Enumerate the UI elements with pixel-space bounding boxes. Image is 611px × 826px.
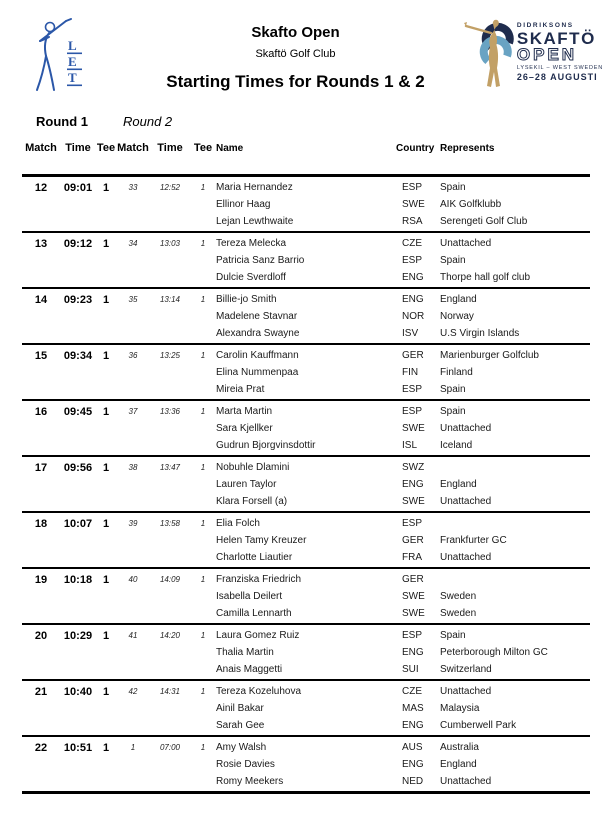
tee-r2: 1 xyxy=(200,631,206,640)
start-time-r2: 07:00 xyxy=(159,743,181,752)
match-number-r1: 12 xyxy=(34,181,48,194)
start-time-r2: 14:09 xyxy=(159,575,181,584)
country-code: SWE xyxy=(402,423,425,434)
match-number-r2: 36 xyxy=(128,351,138,360)
country-code: FIN xyxy=(402,367,419,378)
player-row xyxy=(22,291,590,308)
start-time-r2: 12:52 xyxy=(159,183,181,192)
match-group xyxy=(22,289,590,345)
country-code: ENG xyxy=(402,479,424,490)
match-number-r1: 14 xyxy=(34,293,48,306)
player-name: Charlotte Liautier xyxy=(216,552,293,563)
represents: Unattached xyxy=(440,776,492,787)
represents: England xyxy=(440,759,477,770)
player-name: Patricia Sanz Barrio xyxy=(216,255,305,266)
tee-r1: 1 xyxy=(102,461,110,474)
match-number-r2: 39 xyxy=(128,519,138,528)
represents: Sweden xyxy=(440,608,477,619)
logo-name-line1: SKAFTÖ xyxy=(516,29,596,48)
country-code: ESP xyxy=(402,518,423,529)
match-number-r1: 15 xyxy=(34,349,48,362)
player-name: Elia Folch xyxy=(216,518,260,529)
player-name: Billie-jo Smith xyxy=(216,294,277,305)
represents: AIK Golfklubb xyxy=(440,199,502,210)
skafto-logo-text xyxy=(517,22,603,82)
tee-r1: 1 xyxy=(102,517,110,530)
player-name: Isabella Deilert xyxy=(216,591,283,602)
country-code: ENG xyxy=(402,294,424,305)
tee-r2: 1 xyxy=(200,519,206,528)
tee-r2: 1 xyxy=(200,407,206,416)
country-code: ISV xyxy=(402,328,419,339)
player-name: Dulcie Sverdloff xyxy=(216,272,286,283)
country-code: ENG xyxy=(402,759,424,770)
country-code: SUI xyxy=(402,664,419,675)
country-code: ISL xyxy=(402,440,418,451)
represents: Finland xyxy=(440,367,473,378)
col-header-represents: Represents xyxy=(440,142,495,154)
tee-r2: 1 xyxy=(200,687,206,696)
start-time-r1: 10:51 xyxy=(63,741,93,754)
country-code: ENG xyxy=(402,272,424,283)
start-time-r1: 09:12 xyxy=(63,237,93,250)
country-code: SWZ xyxy=(402,462,425,473)
logo-name-line2: OPEN xyxy=(516,45,578,64)
skafto-open-logo xyxy=(463,12,603,92)
player-row xyxy=(22,213,590,230)
player-name: Mireia Prat xyxy=(216,384,265,395)
player-row xyxy=(22,325,590,342)
player-name: Lauren Taylor xyxy=(216,479,277,490)
match-number-r1: 21 xyxy=(34,685,48,698)
player-row xyxy=(22,179,590,196)
start-time-r1: 10:29 xyxy=(63,629,93,642)
player-row xyxy=(22,661,590,678)
country-code: SWE xyxy=(402,199,425,210)
player-name: Lejan Lewthwaite xyxy=(216,216,294,227)
player-name: Tereza Melecka xyxy=(216,238,287,249)
start-time-r2: 14:31 xyxy=(159,687,181,696)
col-header-match-r2: Match xyxy=(117,142,149,154)
start-time-r1: 09:23 xyxy=(63,293,93,306)
match-number-r1: 13 xyxy=(34,237,48,250)
match-number-r2: 41 xyxy=(128,631,138,640)
represents: Sweden xyxy=(440,591,477,602)
player-name: Franziska Friedrich xyxy=(216,574,302,585)
player-name: Sara Kjellker xyxy=(216,423,273,434)
represents: U.S Virgin Islands xyxy=(440,328,520,339)
start-time-r2: 13:25 xyxy=(159,351,181,360)
tee-r2: 1 xyxy=(200,463,206,472)
represents: Norway xyxy=(440,311,474,322)
player-name: Alexandra Swayne xyxy=(216,328,300,339)
country-code: GER xyxy=(402,350,424,361)
match-group xyxy=(22,401,590,457)
match-group xyxy=(22,457,590,513)
player-name: Sarah Gee xyxy=(216,720,265,731)
tee-r2: 1 xyxy=(200,743,206,752)
country-code: CZE xyxy=(402,238,422,249)
tee-r2: 1 xyxy=(200,295,206,304)
player-row xyxy=(22,459,590,476)
player-row xyxy=(22,605,590,622)
start-time-r1: 09:56 xyxy=(63,461,93,474)
country-code: ESP xyxy=(402,182,423,193)
start-time-r1: 10:40 xyxy=(63,685,93,698)
player-name: Amy Walsh xyxy=(216,742,267,753)
tee-r2: 1 xyxy=(200,351,206,360)
match-number-r2: 33 xyxy=(128,183,138,192)
col-header-name: Name xyxy=(216,142,244,154)
tee-r1: 1 xyxy=(102,741,110,754)
player-row xyxy=(22,420,590,437)
player-name: Madelene Stavnar xyxy=(216,311,298,322)
logo-location: LYSEKIL – WEST SWEDEN xyxy=(516,65,603,71)
player-row xyxy=(22,476,590,493)
player-row xyxy=(22,549,590,566)
represents: Spain xyxy=(440,630,466,641)
match-number-r1: 16 xyxy=(34,405,48,418)
col-header-tee-r1: Tee xyxy=(96,142,116,154)
match-group xyxy=(22,513,590,569)
represents: Marienburger Golfclub xyxy=(440,350,539,361)
player-row xyxy=(22,571,590,588)
country-code: GER xyxy=(402,574,424,585)
represents: Malaysia xyxy=(440,703,480,714)
player-row xyxy=(22,739,590,756)
player-row xyxy=(22,269,590,286)
player-row xyxy=(22,700,590,717)
country-code: NED xyxy=(402,776,424,787)
let-logo xyxy=(24,14,102,101)
player-name: Carolin Kauffmann xyxy=(216,350,299,361)
player-row xyxy=(22,235,590,252)
let-letter-t: T xyxy=(68,70,77,85)
player-name: Maria Hernandez xyxy=(216,182,293,193)
player-name: Ellinor Haag xyxy=(216,199,271,210)
player-name: Rosie Davies xyxy=(216,759,275,770)
match-group xyxy=(22,681,590,737)
col-header-time-r2: Time xyxy=(157,142,183,154)
country-code: SWE xyxy=(402,591,425,602)
start-time-r2: 13:03 xyxy=(159,239,181,248)
match-group xyxy=(22,177,590,233)
country-code: ENG xyxy=(402,720,424,731)
country-code: MAS xyxy=(402,703,424,714)
match-number-r2: 34 xyxy=(128,239,138,248)
tee-r2: 1 xyxy=(200,239,206,248)
country-code: ESP xyxy=(402,384,423,395)
player-row xyxy=(22,252,590,269)
player-row xyxy=(22,644,590,661)
start-time-r1: 09:01 xyxy=(63,181,93,194)
match-group xyxy=(22,345,590,401)
country-code: RSA xyxy=(402,216,423,227)
player-row xyxy=(22,308,590,325)
player-name: Tereza Kozeluhova xyxy=(216,686,302,697)
represents: Switzerland xyxy=(440,664,492,675)
country-code: ESP xyxy=(402,630,423,641)
player-name: Ainil Bakar xyxy=(216,703,264,714)
player-row xyxy=(22,437,590,454)
player-name: Camilla Lennarth xyxy=(216,608,292,619)
round1-label: Round 1 xyxy=(36,114,88,129)
match-number-r1: 17 xyxy=(34,461,48,474)
event-title: Skafto Open xyxy=(251,24,340,41)
document-heading: Starting Times for Rounds 1 & 2 xyxy=(166,72,425,91)
let-letter-l: L xyxy=(68,38,77,53)
column-header-row xyxy=(22,134,590,174)
player-name: Romy Meekers xyxy=(216,776,284,787)
represents: Serengeti Golf Club xyxy=(440,216,528,227)
player-row xyxy=(22,717,590,734)
tee-r1: 1 xyxy=(102,349,110,362)
tee-r2: 1 xyxy=(200,183,206,192)
country-code: SWE xyxy=(402,496,425,507)
player-row xyxy=(22,493,590,510)
player-row xyxy=(22,196,590,213)
title-block xyxy=(120,24,471,92)
player-name: Klara Forsell (a) xyxy=(216,496,288,507)
player-name: Gudrun Bjorgvinsdottir xyxy=(216,440,316,451)
start-time-r1: 10:07 xyxy=(63,517,93,530)
match-group xyxy=(22,233,590,289)
match-number-r1: 20 xyxy=(34,629,48,642)
start-time-r2: 13:36 xyxy=(159,407,181,416)
start-time-r2: 14:20 xyxy=(159,631,181,640)
country-code: CZE xyxy=(402,686,422,697)
player-row xyxy=(22,683,590,700)
start-time-r2: 13:47 xyxy=(159,463,181,472)
player-row xyxy=(22,403,590,420)
tee-r1: 1 xyxy=(102,685,110,698)
represents: Australia xyxy=(440,742,479,753)
start-time-r2: 13:14 xyxy=(159,295,181,304)
country-code: AUS xyxy=(402,742,423,753)
represents: Iceland xyxy=(440,440,473,451)
tee-r1: 1 xyxy=(102,573,110,586)
tee-r1: 1 xyxy=(102,405,110,418)
country-code: NOR xyxy=(402,311,425,322)
represents: England xyxy=(440,294,477,305)
player-row xyxy=(22,627,590,644)
represents: Frankfurter GC xyxy=(440,535,507,546)
starting-times-table xyxy=(22,174,590,794)
country-code: ENG xyxy=(402,647,424,658)
represents: Spain xyxy=(440,384,466,395)
represents: Spain xyxy=(440,255,466,266)
represents: Unattached xyxy=(440,238,492,249)
represents: Unattached xyxy=(440,552,492,563)
tee-r2: 1 xyxy=(200,575,206,584)
match-number-r2: 42 xyxy=(128,687,138,696)
country-code: FRA xyxy=(402,552,422,563)
country-code: SWE xyxy=(402,608,425,619)
round-labels xyxy=(0,108,611,134)
match-number-r2: 38 xyxy=(128,463,138,472)
player-name: Elina Nummenpaa xyxy=(216,367,299,378)
match-group xyxy=(22,625,590,681)
skafto-golfer-icon xyxy=(463,12,515,92)
country-code: ESP xyxy=(402,255,423,266)
player-row xyxy=(22,588,590,605)
logo-dates: 26–28 AUGUSTI xyxy=(516,72,598,82)
represents: Peterborough Milton GC xyxy=(440,647,548,658)
match-number-r1: 19 xyxy=(34,573,48,586)
represents: Thorpe hall golf club xyxy=(440,272,531,283)
represents: Cumberwell Park xyxy=(440,720,517,731)
col-header-match-r1: Match xyxy=(25,142,57,154)
player-row xyxy=(22,364,590,381)
match-number-r1: 18 xyxy=(34,517,48,530)
match-number-r2: 37 xyxy=(128,407,138,416)
country-code: ESP xyxy=(402,406,423,417)
player-name: Helen Tamy Kreuzer xyxy=(216,535,307,546)
tee-r1: 1 xyxy=(102,293,110,306)
represents: Spain xyxy=(440,406,466,417)
let-golfer-icon xyxy=(24,14,102,96)
match-group xyxy=(22,737,590,791)
col-header-country: Country xyxy=(396,142,435,154)
country-code: GER xyxy=(402,535,424,546)
let-letter-e: E xyxy=(68,54,77,69)
player-row xyxy=(22,756,590,773)
player-name: Anais Maggetti xyxy=(216,664,283,675)
player-row xyxy=(22,532,590,549)
player-name: Nobuhle Dlamini xyxy=(216,462,290,473)
player-row xyxy=(22,381,590,398)
match-number-r2: 1 xyxy=(130,743,136,752)
represents: Spain xyxy=(440,182,466,193)
match-number-r2: 40 xyxy=(128,575,138,584)
start-time-r1: 10:18 xyxy=(63,573,93,586)
represents: England xyxy=(440,479,477,490)
col-header-tee-r2: Tee xyxy=(193,142,213,154)
match-group xyxy=(22,569,590,625)
represents: Unattached xyxy=(440,423,492,434)
player-row xyxy=(22,515,590,532)
represents: Unattached xyxy=(440,686,492,697)
represents: Unattached xyxy=(440,496,492,507)
brand-name: DIDRIKSONS xyxy=(516,22,574,29)
player-row xyxy=(22,347,590,364)
round2-label: Round 2 xyxy=(123,114,173,129)
tee-r1: 1 xyxy=(102,237,110,250)
venue-subtitle: Skaftö Golf Club xyxy=(255,48,336,60)
match-number-r2: 35 xyxy=(128,295,138,304)
start-time-r1: 09:34 xyxy=(63,349,93,362)
tee-r1: 1 xyxy=(102,181,110,194)
tee-r1: 1 xyxy=(102,629,110,642)
player-name: Laura Gomez Ruiz xyxy=(216,630,300,641)
document-header xyxy=(0,0,611,108)
player-row xyxy=(22,773,590,790)
start-time-r2: 13:58 xyxy=(159,519,181,528)
player-name: Marta Martin xyxy=(216,406,273,417)
start-time-r1: 09:45 xyxy=(63,405,93,418)
match-number-r1: 22 xyxy=(34,741,48,754)
player-name: Thalia Martin xyxy=(216,647,274,658)
col-header-time-r1: Time xyxy=(65,142,91,154)
